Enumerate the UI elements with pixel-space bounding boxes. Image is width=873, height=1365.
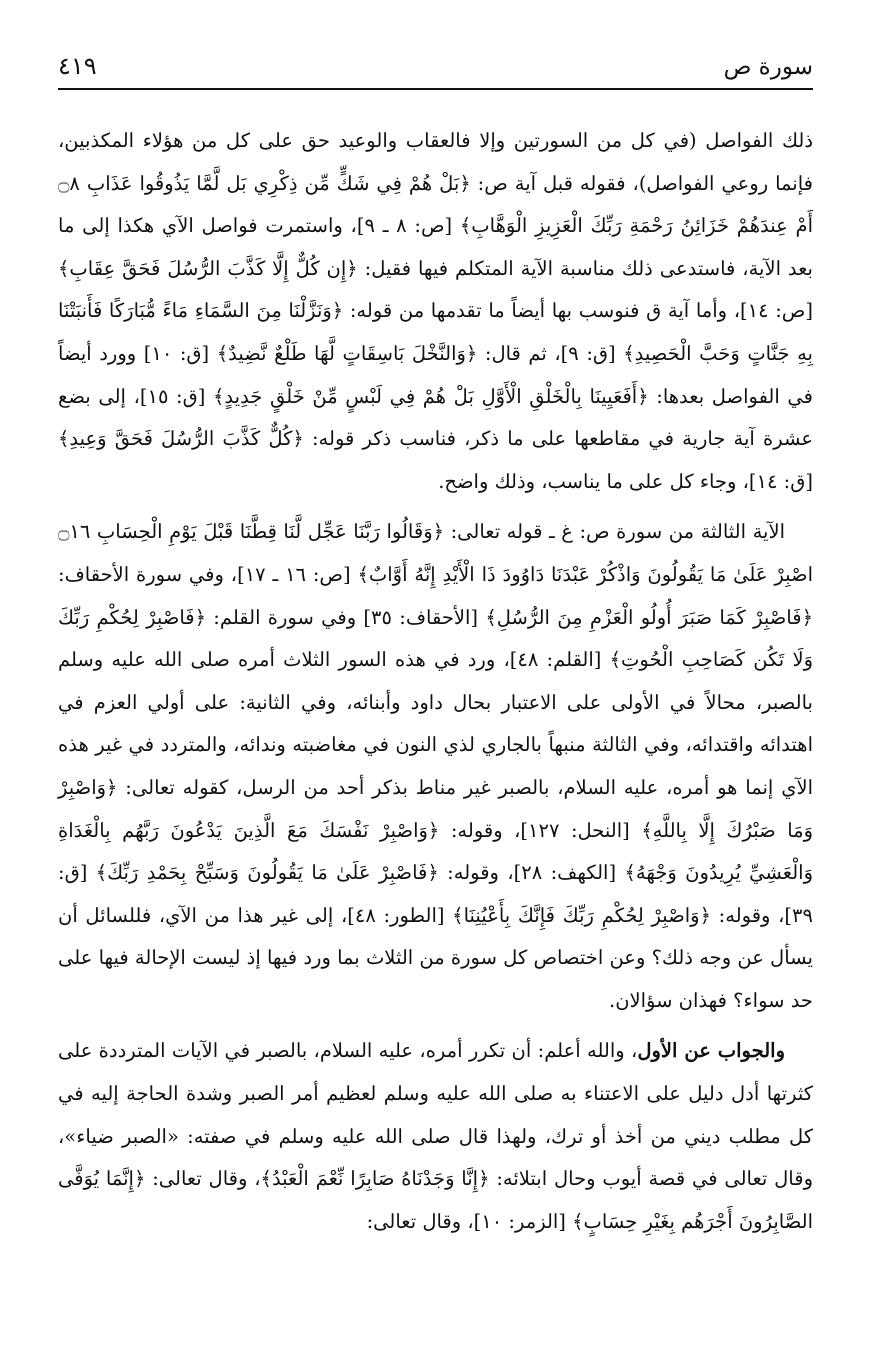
surah-name: سورة ص: [723, 54, 813, 80]
paragraph-1: [58, 120, 813, 503]
paragraph-2-text: الآية الثالثة من سورة ص: غ ـ قوله تعالى: ﴿وَقَالُوا رَبَّنَا عَجِّل لَّنَا قِطَّنَا قَبْلَ يَوْمِ الْحِسَابِ ۝١٦ اصْبِرْ عَلَىٰ مَا يَقُولُونَ وَاذْكُرْ عَبْدَنَا دَاوُودَ ذَا الْأَيْدِ إِنَّهُ أَوَّابٌ﴾ [ص: ١٦ ـ ١٧]، وفي سورة الأحقاف: ﴿فَاصْبِرْ كَمَا صَبَرَ أُولُو الْعَزْمِ مِنَ الرُّسُلِ﴾ [الأحقاف: ٣٥] وفي سورة القلم: ﴿فَاصْبِرْ لِحُكْمِ رَبِّكَ وَلَا تَكُن كَصَاحِبِ الْحُوتِ﴾ [القلم: ٤٨]، ورد في هذه السور الثلاث أمره صلى الله عليه وسلم بالصبر، محالاً في الأولى على الاعتبار بحال داود وأبنائه، وفي الثانية: على أولي العزم في اهتدائه واقتدائه، وفي الثالثة منبهاً بالجاري لذي النون في مغاضبته وندائه، والمتردد في غير هذه الآي إنما هو أمره، عليه السلام، بالصبر غير مناط بذكر أحد من الرسل، كقوله تعالى: ﴿وَاصْبِرْ وَمَا صَبْرُكَ إِلَّا بِاللَّهِ﴾ [النحل: ١٢٧]، وقوله: ﴿وَاصْبِرْ نَفْسَكَ مَعَ الَّذِينَ يَدْعُونَ رَبَّهُم بِالْغَدَاةِ وَالْعَشِيِّ يُرِيدُونَ وَجْهَهُ﴾ [الكهف: ٢٨]، وقوله: ﴿فَاصْبِرْ عَلَىٰ مَا يَقُولُونَ وَسَبِّحْ بِحَمْدِ رَبِّكَ﴾ [ق: ٣٩]، وقوله: ﴿وَاصْبِرْ لِحُكْمِ رَبِّكَ فَإِنَّكَ بِأَعْيُنِنَا﴾ [الطور: ٤٨]، إلى غير هذا من الآي، فللسائل أن يسأل عن وجه ذلك؟ وعن اختصاص كل سورة من الثلاث بما ورد فيها إذ ليست الإحالة فيها على حد سواء؟ فهذان سؤالان.: [58, 520, 814, 1012]
book-page: [58, 0, 813, 1365]
header-rule: [58, 88, 813, 90]
paragraph-1-text: ذلك الفواصل (في كل من السورتين وإلا فالعقاب والوعيد حق على كل من هؤلاء المكذبين، فإنما روعي الفواصل)، فقوله قبل آية ص: ﴿بَلْ هُمْ فِي شَكٍّ مِّن ذِكْرِي بَل لَّمَّا يَذُوقُوا عَذَابِ ۝٨ أَمْ عِندَهُمْ خَزَائِنُ رَحْمَةِ رَبِّكَ الْعَزِيزِ الْوَهَّابِ﴾ [ص: ٨ ـ ٩]، واستمرت فواصل الآي هكذا إلى ما بعد الآية، فاستدعى ذلك مناسبة الآية المتكلم فيها فقيل: ﴿إِن كُلٌّ إِلَّا كَذَّبَ الرُّسُلَ فَحَقَّ عِقَابِ﴾ [ص: ١٤]، وأما آية ق فنوسب بها أيضاً ما تقدمها من قوله: ﴿وَنَزَّلْنَا مِنَ السَّمَاءِ مَاءً مُّبَارَكًا فَأَنبَتْنَا بِهِ جَنَّاتٍ وَحَبَّ الْحَصِيدِ﴾ [ق: ٩]، ثم قال: ﴿وَالنَّخْلَ بَاسِقَاتٍ لَّهَا طَلْعٌ نَّضِيدٌ﴾ [ق: ١٠] وورد أيضاً في الفواصل بعدها: ﴿أَفَعَيِينَا بِالْخَلْقِ الْأَوَّلِ بَلْ هُمْ فِي لَبْسٍ مِّنْ خَلْقٍ جَدِيدٍ﴾ [ق: ١٥]، إلى بضع عشرة آية جارية في مقاطعها على ما ذكر، فناسب ذكر قوله: ﴿كُلٌّ كَذَّبَ الرُّسُلَ فَحَقَّ وَعِيدِ﴾ [ق: ١٤]، وجاء كل على ما يناسب، وذلك واضح.: [58, 129, 813, 493]
page-number: ٤١٩: [58, 52, 97, 80]
page-body: [58, 120, 813, 1243]
paragraph-3-text: ، والله أعلم: أن تكرر أمره، عليه السلام، بالصبر في الآيات المترددة على كثرتها أدل دليل على الاعتناء به صلى الله عليه وسلم لعظيم أمر الصبر وشدة الحاجة إليه في كل مطلب ديني من أخذ أو ترك، ولهذا قال صلى الله عليه وسلم في صفته: «الصبر ضياء»، وقال تعالى في قصة أيوب وحال ابتلائه: ﴿إِنَّا وَجَدْنَاهُ صَابِرًا نِّعْمَ الْعَبْدُ﴾، وقال تعالى: ﴿إِنَّمَا يُوَفَّى الصَّابِرُونَ أَجْرَهُم بِغَيْرِ حِسَابٍ﴾ [الزمر: ١٠]، وقال تعالى:: [58, 1039, 813, 1233]
paragraph-2: [58, 511, 813, 1022]
paragraph-3: [58, 1030, 813, 1243]
page-header: [58, 50, 813, 88]
paragraph-3-lead: والجواب عن الأول: [637, 1039, 785, 1063]
